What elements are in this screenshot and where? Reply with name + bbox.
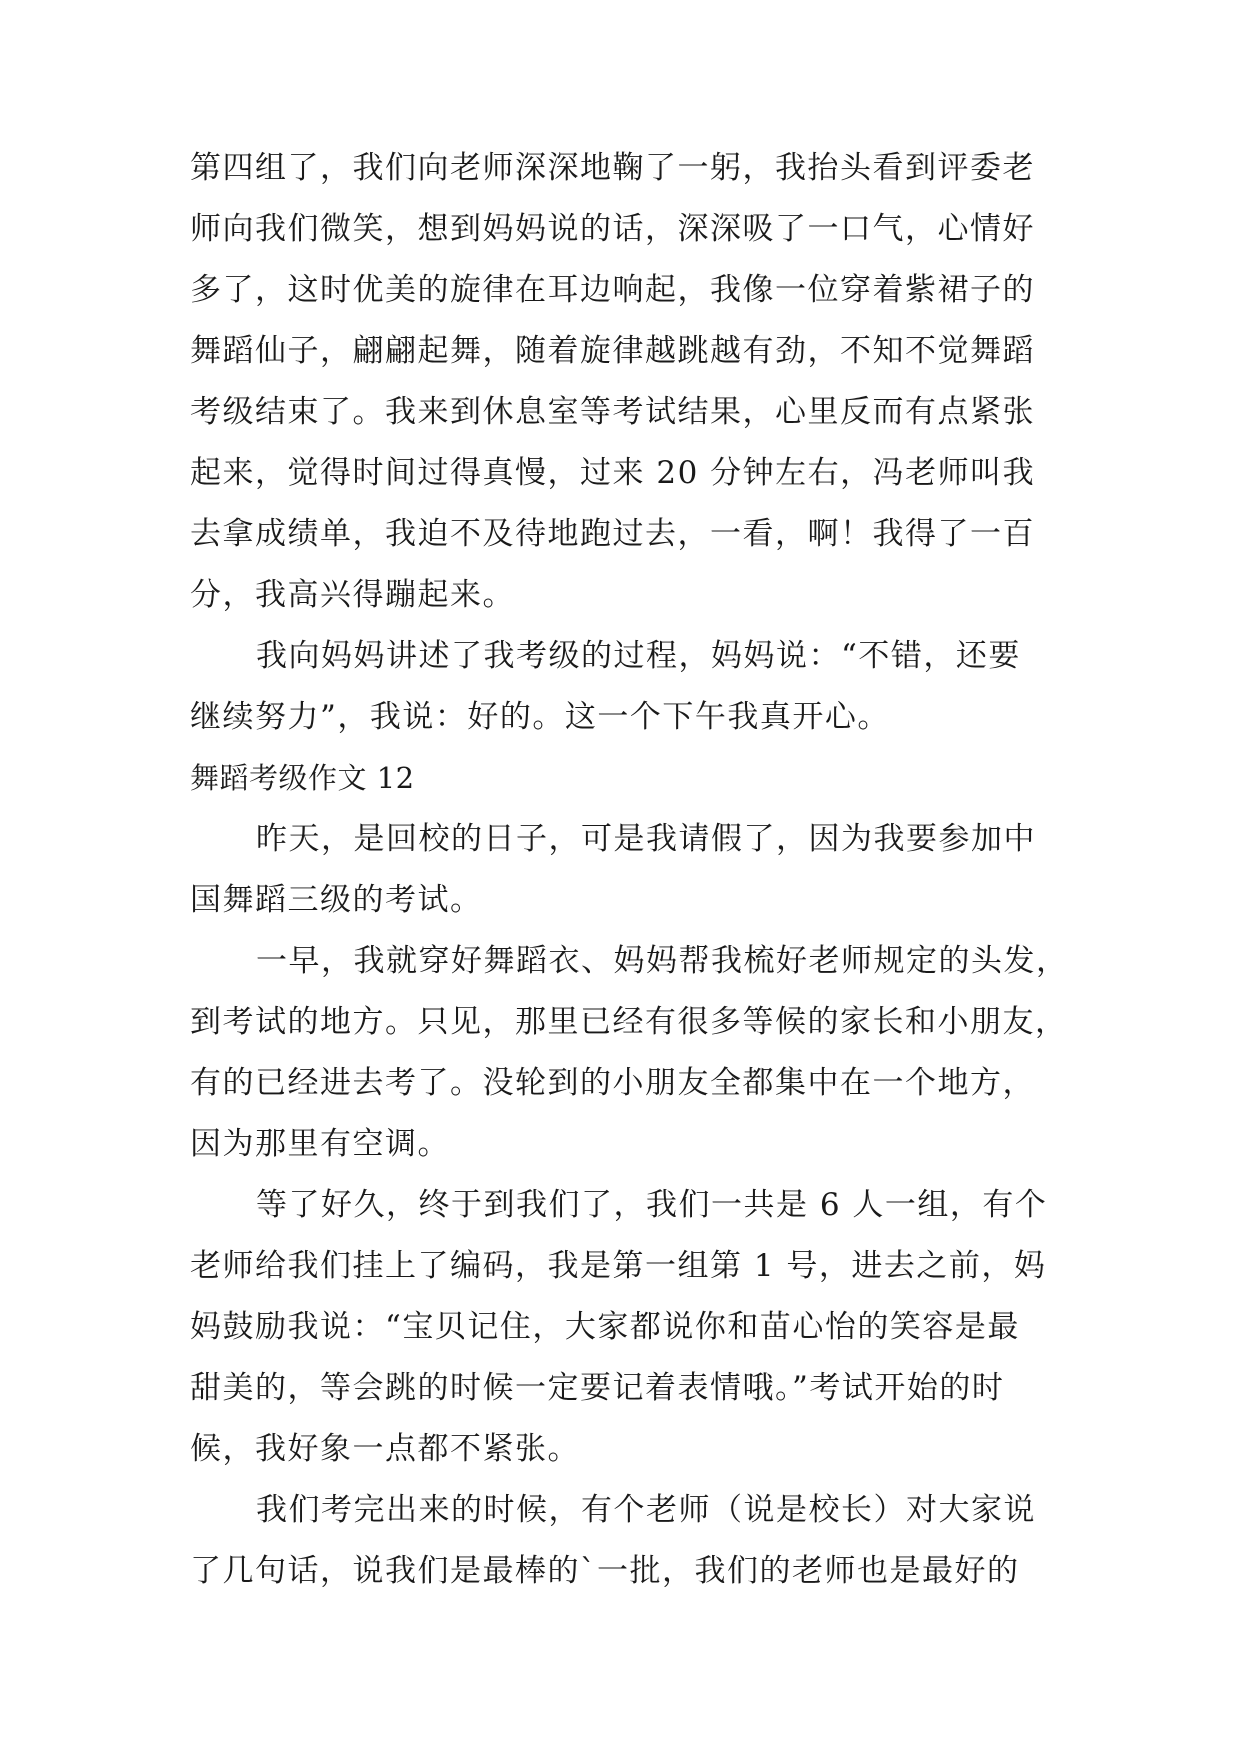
text-line: 多了，这时优美的旋律在耳边响起，我像一位穿着紫裙子的 (190, 272, 1035, 308)
text-line: 了几句话，说我们是最棒的`一批，我们的老师也是最好的 (190, 1553, 1020, 1589)
text-line: 起来，觉得时间过得真慢，过来 20 分钟左右，冯老师叫我 (190, 455, 1036, 491)
paragraph (190, 138, 1060, 626)
text-line: 师向我们微笑，想到妈妈说的话，深深吸了一口气，心情好 (190, 211, 1035, 247)
text-line: 国舞蹈三级的考试。 (190, 882, 483, 918)
text-line: 考级结束了。我来到休息室等考试结果，心里反而有点紧张 (190, 394, 1035, 430)
section-heading: 舞蹈考级作文 12 (190, 761, 415, 795)
text-line: 候，我好象一点都不紧张。 (190, 1431, 580, 1467)
document-page (190, 138, 1069, 1602)
text-line: 有的已经进去考了。没轮到的小朋友全都集中在一个地方， (190, 1065, 1035, 1101)
text-line: 分，我高兴得蹦起来。 (190, 577, 515, 613)
text-line: 到考试的地方。只见，那里已经有很多等候的家长和小朋友， (190, 1004, 1068, 1040)
paragraph (190, 931, 1069, 1175)
text-line: 妈鼓励我说：“宝贝记住，大家都说你和苗心怡的笑容是最 (190, 1309, 1020, 1345)
text-line: 去拿成绩单，我迫不及待地跑过去，一看，啊！我得了一百 (190, 516, 1035, 552)
text-line: 我向妈妈讲述了我考级的过程，妈妈说：“不错，还要 (256, 638, 1021, 674)
paragraph (190, 1480, 1060, 1602)
text-line: 我们考完出来的时候，有个老师（说是校长）对大家说 (256, 1492, 1036, 1528)
paragraph (190, 626, 1060, 748)
text-line: 等了好久，终于到我们了，我们一共是 6 人一组，有个 (256, 1187, 1048, 1223)
paragraph (190, 809, 1060, 931)
text-line: 甜美的，等会跳的时候一定要记着表情哦。”考试开始的时 (190, 1370, 1005, 1406)
text-line: 老师给我们挂上了编码，我是第一组第 1 号，进去之前，妈 (190, 1248, 1047, 1284)
text-line: 第四组了，我们向老师深深地鞠了一躬，我抬头看到评委老 (190, 150, 1035, 186)
text-line: 昨天，是回校的日子，可是我请假了，因为我要参加中 (256, 821, 1036, 857)
text-line: 继续努力”，我说：好的。这一个下午我真开心。 (190, 699, 890, 735)
paragraph (190, 1175, 1060, 1480)
text-line: 一早，我就穿好舞蹈衣、妈妈帮我梳好老师规定的头发， (256, 943, 1069, 979)
text-line: 因为那里有空调。 (190, 1126, 450, 1162)
text-line: 舞蹈仙子，翩翩起舞，随着旋律越跳越有劲，不知不觉舞蹈 (190, 333, 1035, 369)
